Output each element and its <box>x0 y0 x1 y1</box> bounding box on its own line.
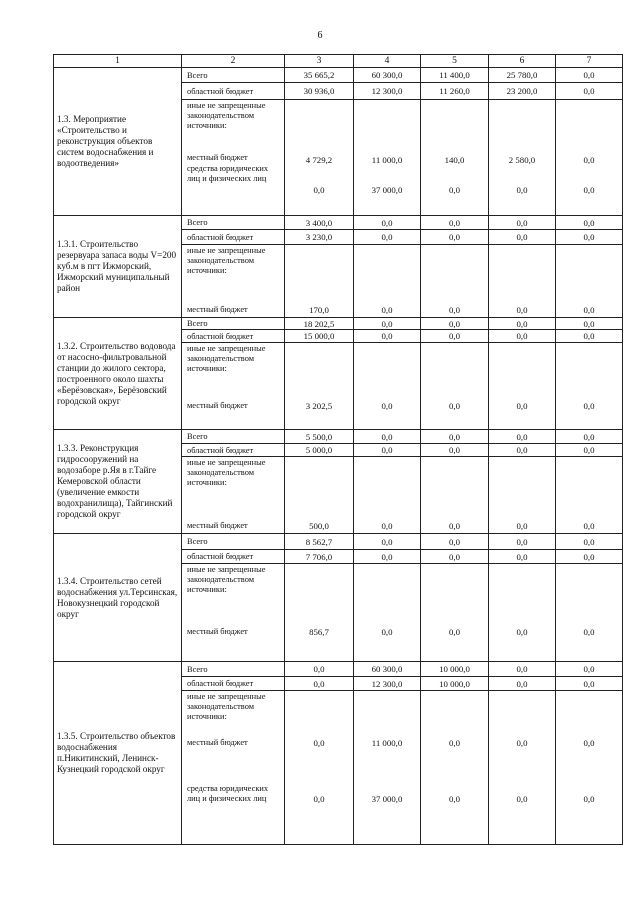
value-text: 0,0 <box>381 318 393 329</box>
section-total-row <box>54 662 623 677</box>
source-label-text: местный бюджет <box>187 738 248 747</box>
source-label-text: областной бюджет <box>187 445 254 455</box>
source-label-text: местный бюджет <box>187 401 248 410</box>
value-text: 0,0 <box>516 217 528 228</box>
value-text: 25 780,0 <box>506 70 538 80</box>
value-cell <box>421 83 489 100</box>
value-cell <box>556 430 623 444</box>
value-text: 10 000,0 <box>439 678 470 689</box>
value-cell <box>285 318 354 330</box>
value-text: 10 000,0 <box>439 664 470 674</box>
column-number: 3 <box>285 55 354 68</box>
source-label-text: средства юридических лиц и физических лиц <box>187 784 269 803</box>
value-cell <box>354 662 421 677</box>
value-cell <box>556 100 623 216</box>
source-label-text: областной бюджет <box>187 232 254 242</box>
section-total-row <box>54 534 623 550</box>
value-text: 0,0 <box>516 664 528 674</box>
value-text: 37 000,0 <box>371 794 403 804</box>
value-cell <box>421 564 489 662</box>
value-text: 0,0 <box>516 318 528 329</box>
value-text: 0,0 <box>381 305 393 315</box>
source-label <box>182 550 285 564</box>
source-label-text: иные не запрещенные законодательством источники: <box>187 101 266 130</box>
value-text: 0,0 <box>449 401 460 411</box>
value-cell <box>354 83 421 100</box>
value-cell <box>354 564 421 662</box>
value-text: 0,0 <box>516 627 528 637</box>
value-text: 0,0 <box>516 445 528 455</box>
value-cell <box>556 230 623 245</box>
value-text: 5 000,0 <box>305 445 333 455</box>
column-number: 4 <box>354 55 421 68</box>
value-text: 0,0 <box>449 627 460 637</box>
value-cell <box>354 534 421 550</box>
value-cell <box>556 343 623 430</box>
value-cell <box>556 457 623 534</box>
value-cell <box>556 245 623 318</box>
value-cell <box>354 68 421 83</box>
value-cell <box>285 68 354 83</box>
value-cell <box>556 444 623 457</box>
measure-name <box>54 662 182 845</box>
source-label <box>182 677 285 691</box>
value-cell <box>285 534 354 550</box>
value-text: 8 562,7 <box>305 536 333 547</box>
value-text: 2 580,0 <box>508 155 536 165</box>
value-text: 500,0 <box>309 521 329 531</box>
value-cell <box>489 564 556 662</box>
source-label-text: местный бюджет <box>187 627 248 636</box>
value-cell <box>285 564 354 662</box>
value-cell <box>285 444 354 457</box>
column-number: 1 <box>54 55 182 68</box>
value-text: 0,0 <box>583 431 595 442</box>
value-cell <box>556 534 623 550</box>
value-cell <box>354 100 421 216</box>
value-text: 0,0 <box>381 445 393 455</box>
value-text: 0,0 <box>449 551 460 562</box>
value-text: 3 202,5 <box>305 401 333 411</box>
value-cell <box>556 68 623 83</box>
value-text: 0,0 <box>583 678 595 689</box>
source-label-text: Всего <box>187 218 208 227</box>
source-label-text: иные не запрещенные законодательством источники: <box>187 458 266 487</box>
source-label-text: Всего <box>187 70 208 80</box>
source-label-text: Всего <box>187 432 208 441</box>
value-cell <box>354 230 421 245</box>
value-text: 0,0 <box>583 627 595 637</box>
value-cell <box>354 330 421 343</box>
value-text: 15 000,0 <box>303 331 335 341</box>
source-label <box>182 534 285 550</box>
value-cell <box>421 534 489 550</box>
source-label-text: иные не запрещенные законодательством источники: <box>187 344 266 373</box>
value-cell <box>489 245 556 318</box>
measure-name-text: 1.3.4. Строительство сетей водоснабжения ул.Терсинская, Новокузнецкий городской округ <box>57 575 178 619</box>
value-cell <box>556 216 623 230</box>
value-text: 12 300,0 <box>371 678 403 689</box>
value-text: 0,0 <box>313 185 325 195</box>
value-text: 11 260,0 <box>439 86 470 96</box>
source-label <box>182 564 285 662</box>
value-cell <box>285 216 354 230</box>
value-text: 7 706,0 <box>305 551 333 562</box>
measure-name <box>54 216 182 318</box>
value-text: 0,0 <box>583 551 595 562</box>
value-text: 0,0 <box>313 738 325 748</box>
value-text: 0,0 <box>449 445 460 455</box>
value-text: 35 665,2 <box>303 70 335 80</box>
value-text: 0,0 <box>449 217 460 228</box>
source-label-text: областной бюджет <box>187 552 254 561</box>
value-text: 0,0 <box>381 217 393 228</box>
value-text: 0,0 <box>313 664 325 674</box>
value-cell <box>285 662 354 677</box>
value-text: 0,0 <box>583 232 595 242</box>
source-label-text: иные не запрещенные законодательством источники: <box>187 565 266 594</box>
value-cell <box>285 343 354 430</box>
value-text: 0,0 <box>583 318 595 329</box>
value-text: 0,0 <box>516 551 528 562</box>
value-cell <box>354 245 421 318</box>
value-cell <box>285 677 354 691</box>
value-text: 0,0 <box>516 305 528 315</box>
measure-name <box>54 68 182 216</box>
value-text: 0,0 <box>313 794 325 804</box>
value-cell <box>354 691 421 845</box>
value-cell <box>285 230 354 245</box>
value-cell <box>285 100 354 216</box>
value-text: 18 202,5 <box>303 318 335 329</box>
value-text: 140,0 <box>444 155 465 165</box>
value-text: 0,0 <box>583 738 595 748</box>
value-cell <box>489 216 556 230</box>
value-cell <box>354 457 421 534</box>
value-text: 37 000,0 <box>371 185 403 195</box>
value-cell <box>421 230 489 245</box>
value-text: 0,0 <box>381 232 393 242</box>
value-cell <box>489 534 556 550</box>
value-cell <box>489 100 556 216</box>
value-cell <box>421 100 489 216</box>
source-label-text: иные не запрещенные законодательством источники: <box>187 246 266 275</box>
value-text: 0,0 <box>583 86 595 96</box>
value-cell <box>556 691 623 845</box>
value-text: 0,0 <box>516 536 528 547</box>
measure-name <box>54 430 182 534</box>
source-label-text: областной бюджет <box>187 86 254 96</box>
value-cell <box>421 457 489 534</box>
value-cell <box>285 245 354 318</box>
value-cell <box>421 444 489 457</box>
value-text: 11 000,0 <box>371 155 403 165</box>
measure-name-text: 1.3.1. Строительство резервуара запаса воды V=200 куб.м в пгт Ижморский, Ижморский муниципальный район <box>57 239 177 293</box>
value-text: 170,0 <box>309 305 329 315</box>
column-number-row <box>54 55 623 68</box>
source-label <box>182 245 285 318</box>
value-cell <box>489 330 556 343</box>
value-cell <box>354 318 421 330</box>
value-cell <box>354 216 421 230</box>
value-text: 0,0 <box>381 627 393 637</box>
page-number: 6 <box>317 30 323 41</box>
source-label <box>182 343 285 430</box>
source-label <box>182 691 285 845</box>
value-cell <box>421 430 489 444</box>
value-cell <box>354 677 421 691</box>
value-text: 0,0 <box>516 232 528 242</box>
value-cell <box>421 677 489 691</box>
value-text: 0,0 <box>449 318 460 329</box>
value-text: 0,0 <box>449 331 460 341</box>
source-label <box>182 662 285 677</box>
section-total-row <box>54 216 623 230</box>
measure-name-text: 1.3.3. Реконструкция гидросооружений на водозаборе р.Яя в г.Тайге Кемеровской области (увеличение емкости водохранилища), Тайгинский городской округ <box>57 443 173 519</box>
value-text: 0,0 <box>381 536 393 547</box>
value-text: 0,0 <box>516 331 528 341</box>
value-cell <box>489 457 556 534</box>
value-cell <box>556 318 623 330</box>
column-number: 2 <box>182 55 285 68</box>
measure-name-text: 1.3.2. Строительство водовода от насосно-фильтровальной станции до жилого сектора, построенного около шахты «Берёзовская», Берёзовский городской округ <box>57 340 176 406</box>
value-text: 0,0 <box>583 305 595 315</box>
value-cell <box>421 550 489 564</box>
source-label <box>182 457 285 534</box>
value-cell <box>285 330 354 343</box>
source-label <box>182 68 285 83</box>
value-text: 0,0 <box>583 401 595 411</box>
value-text: 0,0 <box>516 738 528 748</box>
value-text: 0,0 <box>449 794 460 804</box>
value-cell <box>489 318 556 330</box>
value-text: 5 500,0 <box>305 431 333 442</box>
value-text: 0,0 <box>516 678 528 689</box>
value-text: 0,0 <box>516 794 528 804</box>
value-cell <box>421 330 489 343</box>
value-cell <box>421 318 489 330</box>
source-label-text: областной бюджет <box>187 679 254 688</box>
section-total-row <box>54 430 623 444</box>
source-label <box>182 216 285 230</box>
measure-name <box>54 318 182 430</box>
value-text: 0,0 <box>516 521 528 531</box>
value-cell <box>285 550 354 564</box>
source-label <box>182 430 285 444</box>
measure-name-text: 1.3.5. Строительство объектов водоснабжения п.Никитинский, Ленинск-Кузнецкий городской округ <box>57 731 176 774</box>
source-label-text: областной бюджет <box>187 331 254 341</box>
source-label-text: иные не запрещенные законодательством источники: <box>187 692 266 721</box>
value-text: 0,0 <box>583 331 595 341</box>
budget-table <box>53 54 623 845</box>
value-text: 0,0 <box>583 794 595 804</box>
value-text: 0,0 <box>449 536 460 547</box>
value-text: 0,0 <box>449 431 460 442</box>
source-label <box>182 444 285 457</box>
value-cell <box>489 444 556 457</box>
value-text: 0,0 <box>449 185 460 195</box>
source-label-text: средства юридических лиц и физических лиц <box>187 164 269 183</box>
value-text: 0,0 <box>449 305 460 315</box>
source-label-text: Всего <box>187 664 208 674</box>
value-text: 0,0 <box>313 678 325 689</box>
column-number: 6 <box>489 55 556 68</box>
value-text: 0,0 <box>583 521 595 531</box>
value-cell <box>421 68 489 83</box>
section-total-row <box>54 318 623 330</box>
source-label-text: местный бюджет <box>187 305 248 314</box>
source-label <box>182 230 285 245</box>
value-cell <box>489 430 556 444</box>
value-cell <box>285 430 354 444</box>
value-cell <box>489 662 556 677</box>
value-cell <box>354 550 421 564</box>
value-cell <box>421 662 489 677</box>
value-text: 3 230,0 <box>305 232 333 242</box>
value-text: 0,0 <box>449 521 460 531</box>
value-cell <box>489 83 556 100</box>
value-cell <box>285 457 354 534</box>
value-cell <box>556 677 623 691</box>
column-number: 5 <box>421 55 489 68</box>
value-text: 856,7 <box>309 627 329 637</box>
value-text: 0,0 <box>381 401 393 411</box>
value-cell <box>489 691 556 845</box>
source-label-text: местный бюджет <box>187 153 248 162</box>
value-text: 11 400,0 <box>439 70 470 80</box>
value-cell <box>421 216 489 230</box>
value-text: 0,0 <box>583 217 595 228</box>
value-text: 12 300,0 <box>371 86 403 96</box>
value-cell <box>354 444 421 457</box>
value-text: 60 300,0 <box>371 664 403 674</box>
value-text: 3 400,0 <box>305 217 333 228</box>
value-cell <box>421 343 489 430</box>
value-cell <box>489 230 556 245</box>
value-text: 0,0 <box>583 155 595 165</box>
value-text: 0,0 <box>583 70 595 80</box>
value-text: 0,0 <box>381 331 393 341</box>
value-text: 0,0 <box>381 551 393 562</box>
source-label-text: Всего <box>187 319 208 328</box>
value-text: 0,0 <box>381 521 393 531</box>
value-text: 0,0 <box>583 185 595 195</box>
value-cell <box>421 691 489 845</box>
source-label <box>182 330 285 343</box>
value-cell <box>556 662 623 677</box>
value-cell <box>489 677 556 691</box>
value-text: 0,0 <box>449 232 460 242</box>
value-cell <box>285 691 354 845</box>
value-text: 0,0 <box>583 536 595 547</box>
value-cell <box>489 68 556 83</box>
value-text: 30 936,0 <box>303 86 335 96</box>
source-label <box>182 100 285 216</box>
value-text: 0,0 <box>516 401 528 411</box>
section-total-row <box>54 68 623 83</box>
value-text: 0,0 <box>583 445 595 455</box>
value-cell <box>354 430 421 444</box>
value-text: 0,0 <box>381 431 393 442</box>
source-label-text: Всего <box>187 537 208 546</box>
value-cell <box>354 343 421 430</box>
value-cell <box>285 83 354 100</box>
value-cell <box>556 564 623 662</box>
value-text: 23 200,0 <box>506 86 538 96</box>
value-cell <box>489 343 556 430</box>
source-label <box>182 318 285 330</box>
source-label <box>182 83 285 100</box>
value-cell <box>556 550 623 564</box>
value-cell <box>489 550 556 564</box>
value-cell <box>556 83 623 100</box>
value-text: 60 300,0 <box>371 70 403 80</box>
value-text: 0,0 <box>583 664 595 674</box>
value-text: 11 000,0 <box>371 738 403 748</box>
value-text: 0,0 <box>516 185 528 195</box>
source-label-text: местный бюджет <box>187 521 248 530</box>
value-cell <box>421 245 489 318</box>
value-text: 0,0 <box>516 431 528 442</box>
value-text: 4 729,2 <box>305 155 333 165</box>
value-cell <box>556 330 623 343</box>
measure-name-text: 1.3. Мероприятие «Строительство и реконструкция объектов систем водоснабжения и водоотведения» <box>57 114 154 168</box>
value-text: 0,0 <box>449 738 460 748</box>
measure-name <box>54 534 182 662</box>
column-number: 7 <box>556 55 623 68</box>
